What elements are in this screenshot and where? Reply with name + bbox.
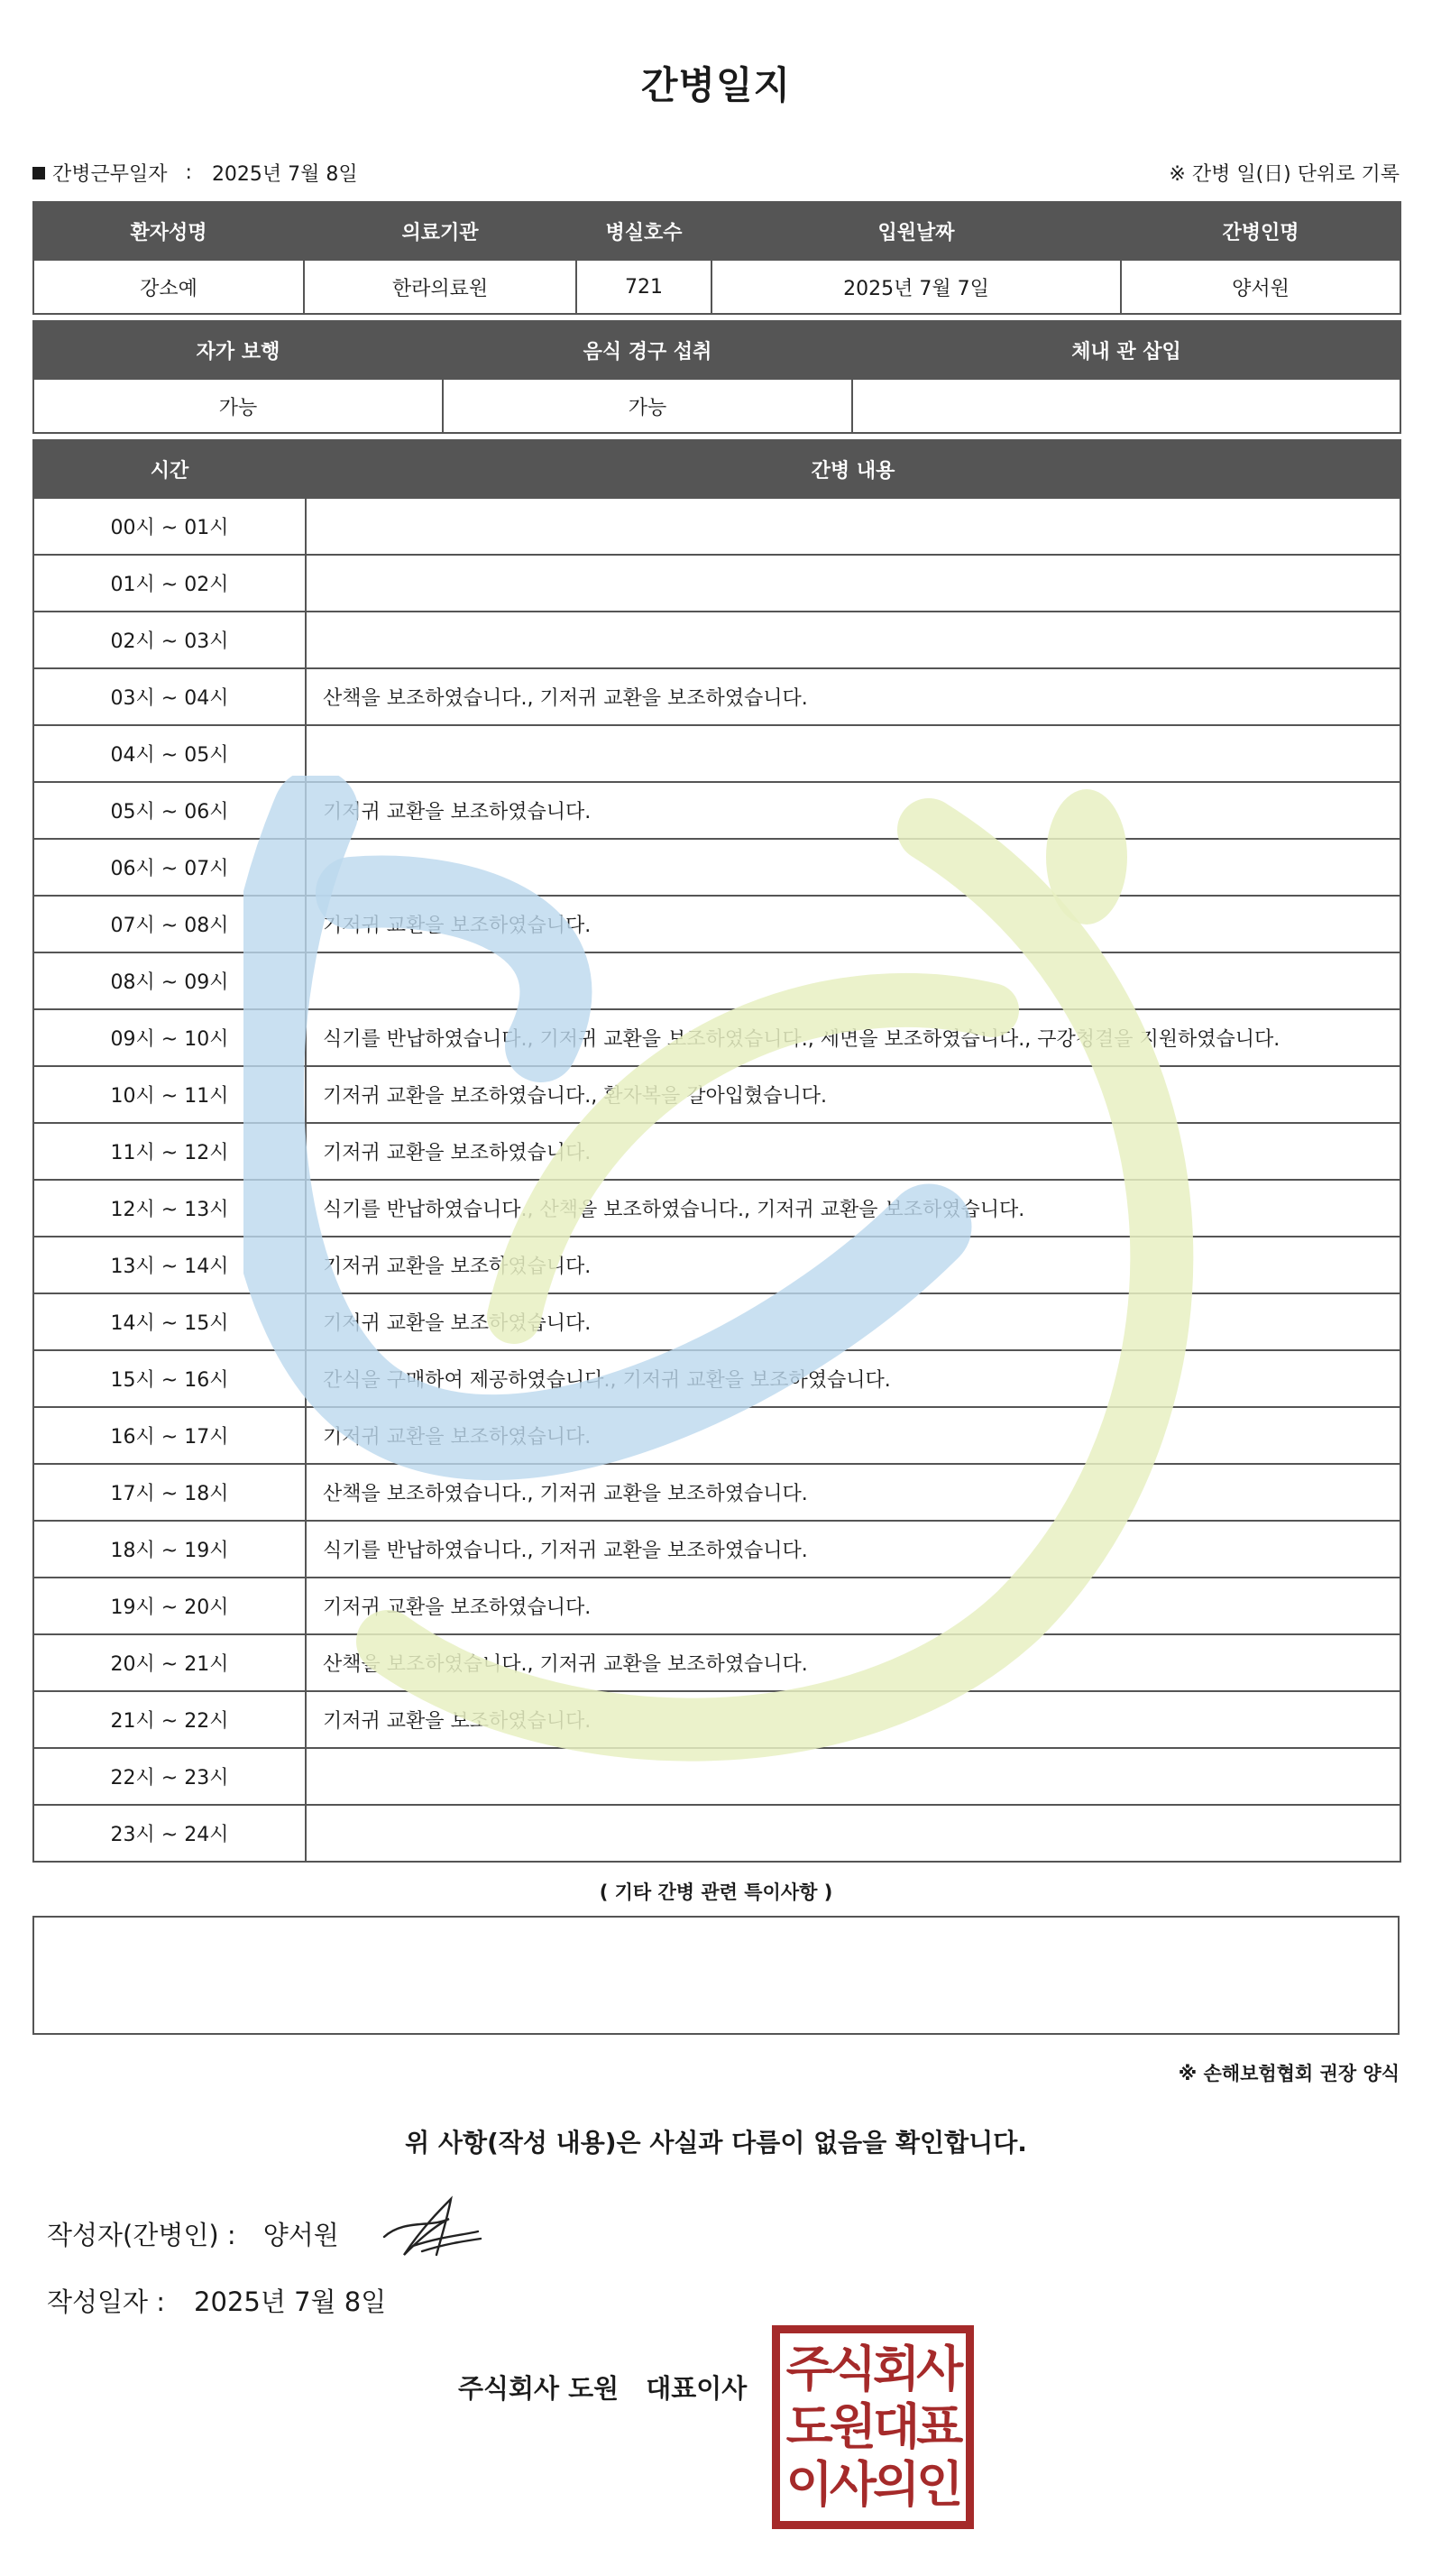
writer-label: 작성자(간병인) :: [47, 2220, 236, 2250]
time-slot: 18시 ~ 19시: [33, 1521, 306, 1578]
table-row: [33, 896, 1400, 952]
care-content: 식기를 반납하였습니다., 기저귀 교환을 보조하였습니다.: [306, 1521, 1400, 1578]
care-content: 식기를 반납하였습니다., 산책을 보조하였습니다., 기저귀 교환을 보조하였습니다.: [306, 1180, 1400, 1237]
table-row: [33, 1578, 1400, 1634]
time-slot: 17시 ~ 18시: [33, 1464, 306, 1521]
care-content: 산책을 보조하였습니다., 기저귀 교환을 보조하였습니다.: [306, 668, 1400, 725]
care-content: 식기를 반납하였습니다., 기저귀 교환을 보조하였습니다., 세면을 보조하였습니다., 구강청결을 지원하였습니다.: [306, 1009, 1400, 1066]
care-content: [306, 952, 1400, 1009]
care-content: 기저귀 교환을 보조하였습니다., 환자복을 갈아입혔습니다.: [306, 1066, 1400, 1123]
time-slot: 15시 ~ 16시: [33, 1350, 306, 1407]
patient-info-table: [32, 201, 1401, 315]
table-row: [33, 782, 1400, 839]
room-header: 병실호수: [576, 202, 711, 260]
time-slot: 23시 ~ 24시: [33, 1805, 306, 1862]
table-row: [33, 612, 1400, 668]
page-title: 간병일지: [640, 63, 792, 107]
remarks-box: [32, 1916, 1400, 2035]
seal-line: 이사의인: [785, 2456, 960, 2513]
table-row: [33, 1691, 1400, 1748]
table-row: [33, 555, 1400, 612]
table-row: [33, 498, 1400, 555]
care-content: 간식을 구매하여 제공하였습니다., 기저귀 교환을 보조하였습니다.: [306, 1350, 1400, 1407]
care-content: [306, 555, 1400, 612]
remarks-title: ( 기타 간병 관련 특이사항 ): [599, 1881, 833, 1903]
seal-line: 주식회사: [785, 2341, 960, 2397]
time-slot: 06시 ~ 07시: [33, 839, 306, 896]
care-content: 기저귀 교환을 보조하였습니다.: [306, 896, 1400, 952]
company-seal-stamp: [772, 2325, 974, 2529]
work-date-value: 2025년 7월 8일: [211, 163, 358, 186]
care-log-table: [32, 439, 1401, 1863]
time-slot: 10시 ~ 11시: [33, 1066, 306, 1123]
time-slot: 04시 ~ 05시: [33, 725, 306, 782]
writer-name: 양서원: [262, 2220, 339, 2250]
care-content: 기저귀 교환을 보조하였습니다.: [306, 1578, 1400, 1634]
time-slot: 22시 ~ 23시: [33, 1748, 306, 1805]
time-slot: 00시 ~ 01시: [33, 498, 306, 555]
room-number: 721: [576, 260, 711, 314]
tube-insertion-value: [852, 379, 1400, 433]
table-row: [33, 1634, 1400, 1691]
work-date: [32, 159, 358, 187]
care-content-header: 간병 내용: [306, 440, 1400, 498]
caregiver-name-header: 간병인명: [1121, 202, 1400, 260]
confirmation-statement: 위 사항(작성 내용)은 사실과 다름이 없음을 확인합니다.: [405, 2128, 1027, 2157]
time-slot: 21시 ~ 22시: [33, 1691, 306, 1748]
walking-value: 가능: [33, 379, 443, 433]
table-row: [33, 1748, 1400, 1805]
care-content: 기저귀 교환을 보조하였습니다.: [306, 1293, 1400, 1350]
time-slot: 02시 ~ 03시: [33, 612, 306, 668]
time-slot: 05시 ~ 06시: [33, 782, 306, 839]
time-slot: 20시 ~ 21시: [33, 1634, 306, 1691]
record-unit-note: ※ 간병 일(日) 단위로 기록: [1169, 163, 1400, 186]
care-content: 기저귀 교환을 보조하였습니다.: [306, 1123, 1400, 1180]
care-content: 기저귀 교환을 보조하였습니다.: [306, 1407, 1400, 1464]
time-slot: 07시 ~ 08시: [33, 896, 306, 952]
company-representative: 대표이사: [646, 2373, 748, 2404]
table-row: [33, 1407, 1400, 1464]
care-content: 기저귀 교환을 보조하였습니다.: [306, 782, 1400, 839]
patient-status-table: [32, 320, 1401, 434]
table-row: [33, 1237, 1400, 1293]
table-row: [33, 1464, 1400, 1521]
form-source-note: ※ 손해보험협회 권장 양식: [1178, 2063, 1400, 2084]
company-line: [458, 2369, 747, 2406]
time-slot: 01시 ~ 02시: [33, 555, 306, 612]
admission-date-header: 입원날짜: [711, 202, 1121, 260]
patient-name: 강소예: [33, 260, 304, 314]
care-content: 산책을 보조하였습니다., 기저귀 교환을 보조하였습니다.: [306, 1464, 1400, 1521]
company-name: 주식회사 도원: [458, 2373, 620, 2404]
time-slot: 09시 ~ 10시: [33, 1009, 306, 1066]
handwritten-signature: [377, 2192, 485, 2264]
table-row: [33, 1066, 1400, 1123]
time-slot: 08시 ~ 09시: [33, 952, 306, 1009]
table-row: [33, 839, 1400, 896]
care-content: 기저귀 교환을 보조하였습니다.: [306, 1691, 1400, 1748]
care-content: [306, 498, 1400, 555]
patient-name-header: 환자성명: [33, 202, 304, 260]
time-slot: 11시 ~ 12시: [33, 1123, 306, 1180]
table-row: [33, 952, 1400, 1009]
seal-line: 도원대표: [785, 2398, 960, 2455]
hospital-header: 의료기관: [304, 202, 576, 260]
table-row: [33, 1521, 1400, 1578]
square-bullet-icon: [32, 167, 45, 179]
written-date-label: 작성일자 :: [47, 2286, 166, 2317]
time-slot: 13시 ~ 14시: [33, 1237, 306, 1293]
work-date-separator: :: [185, 161, 192, 184]
time-slot: 19시 ~ 20시: [33, 1578, 306, 1634]
care-content: [306, 612, 1400, 668]
table-row: [33, 1009, 1400, 1066]
time-slot: 03시 ~ 04시: [33, 668, 306, 725]
caregiver-name: 양서원: [1121, 260, 1400, 314]
table-row: [33, 668, 1400, 725]
admission-date: 2025년 7월 7일: [711, 260, 1121, 314]
table-row: [33, 1805, 1400, 1862]
time-header: 시간: [33, 440, 306, 498]
care-content: [306, 1748, 1400, 1805]
written-date-value: 2025년 7월 8일: [194, 2286, 387, 2317]
tube-insertion-header: 체내 관 삽입: [852, 321, 1400, 379]
table-row: [33, 1293, 1400, 1350]
table-row: [33, 1123, 1400, 1180]
time-slot: 12시 ~ 13시: [33, 1180, 306, 1237]
writer-line: [47, 2215, 339, 2252]
written-date-line: [47, 2282, 386, 2319]
hospital: 한라의료원: [304, 260, 576, 314]
care-content: [306, 839, 1400, 896]
time-slot: 14시 ~ 15시: [33, 1293, 306, 1350]
care-content: [306, 1805, 1400, 1862]
walking-header: 자가 보행: [33, 321, 443, 379]
time-slot: 16시 ~ 17시: [33, 1407, 306, 1464]
care-content: [306, 725, 1400, 782]
table-row: [33, 725, 1400, 782]
work-date-label: 간병근무일자: [52, 163, 168, 186]
oral-intake-header: 음식 경구 섭취: [443, 321, 852, 379]
oral-intake-value: 가능: [443, 379, 852, 433]
table-row: [33, 1350, 1400, 1407]
care-content: 산책을 보조하였습니다., 기저귀 교환을 보조하였습니다.: [306, 1634, 1400, 1691]
table-row: [33, 1180, 1400, 1237]
care-content: 기저귀 교환을 보조하였습니다.: [306, 1237, 1400, 1293]
